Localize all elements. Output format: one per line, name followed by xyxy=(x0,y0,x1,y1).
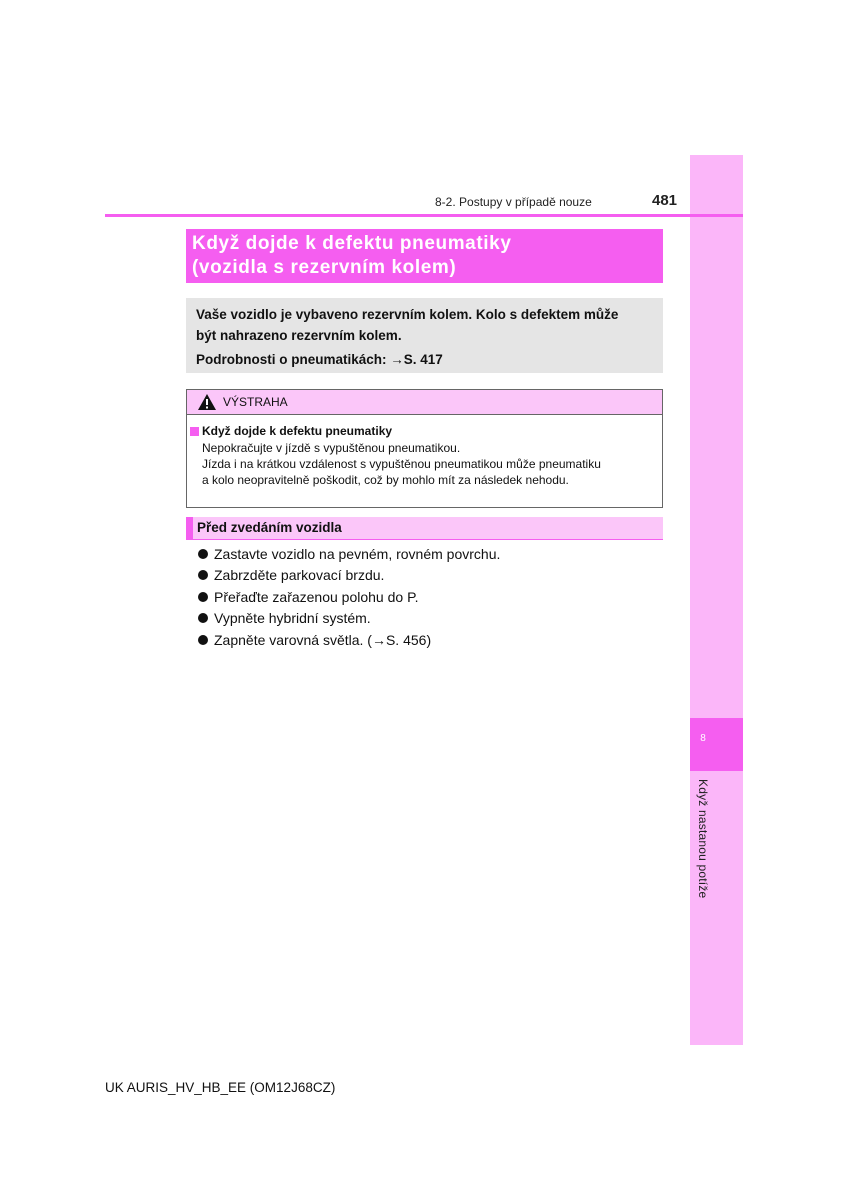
pink-square-icon xyxy=(190,427,199,436)
section-heading-text: Před zvedáním vozidla xyxy=(197,520,342,535)
section-heading-marker xyxy=(186,517,193,539)
list-item-text: Zabrzděte parkovací brzdu. xyxy=(214,567,385,584)
list-item xyxy=(198,629,500,651)
list-item xyxy=(198,543,500,565)
bullet-icon xyxy=(198,613,208,623)
section-heading xyxy=(186,517,663,539)
bullet-icon xyxy=(198,549,208,559)
page-title-line-2: (vozidla s rezervním kolem) xyxy=(192,257,457,278)
bullet-icon xyxy=(198,570,208,580)
warning-triangle-icon xyxy=(197,393,217,411)
intro-line-2: být nahrazeno rezervním kolem. xyxy=(196,328,402,343)
warning-line-1: Nepokračujte v jízdě s vypuštěnou pneumatikou. xyxy=(202,441,461,455)
page-number: 481 xyxy=(652,192,678,209)
bullet-icon xyxy=(198,592,208,602)
page-title-box xyxy=(186,229,663,283)
warning-subtitle: Když dojde k defektu pneumatiky xyxy=(202,424,393,438)
list-item xyxy=(198,608,500,630)
list-item-text: Zapněte varovná světla. (→S. 456) xyxy=(214,631,432,648)
section-heading-rule xyxy=(186,539,663,540)
warning-title: VÝSTRAHA xyxy=(223,395,288,409)
tire-details-reference: Podrobnosti o pneumatikách: →S. 417 xyxy=(196,352,443,367)
warning-header xyxy=(187,390,662,415)
warning-box xyxy=(186,389,663,508)
bullet-icon xyxy=(198,635,208,645)
warning-body xyxy=(187,415,662,488)
chapter-label: Když nastanou potíže xyxy=(696,779,710,899)
list-item-text: Zastavte vozidlo na pevném, rovném povrchu. xyxy=(214,545,501,562)
section-breadcrumb: 8-2. Postupy v případě nouze xyxy=(435,195,592,209)
chapter-side-tab xyxy=(690,155,743,1045)
list-item xyxy=(198,565,500,587)
warning-line-2: Jízda i na krátkou vzdálenost s vypuštěnou pneumatikou může pneumatiku xyxy=(202,457,601,471)
warning-subtitle-row xyxy=(190,424,662,438)
chapter-number-block xyxy=(690,718,743,771)
steps-list xyxy=(198,543,500,651)
warning-line-3: a kolo neopravitelně poškodit, což by mohlo mít za následek nehodu. xyxy=(202,473,569,487)
document-footer: UK AURIS_HV_HB_EE (OM12J68CZ) xyxy=(105,1080,336,1095)
header-rule xyxy=(105,214,743,217)
list-item-text: Vypněte hybridní systém. xyxy=(214,610,371,627)
intro-line-1: Vaše vozidlo je vybaveno rezervním kolem. Kolo s defektem může xyxy=(196,307,619,322)
page-title-line-1: Když dojde k defektu pneumatiky xyxy=(192,233,512,254)
list-item-text: Přeřaďte zařazenou polohu do P. xyxy=(214,588,419,605)
list-item xyxy=(198,586,500,608)
intro-box xyxy=(186,298,663,373)
chapter-number: 8 xyxy=(700,733,706,744)
